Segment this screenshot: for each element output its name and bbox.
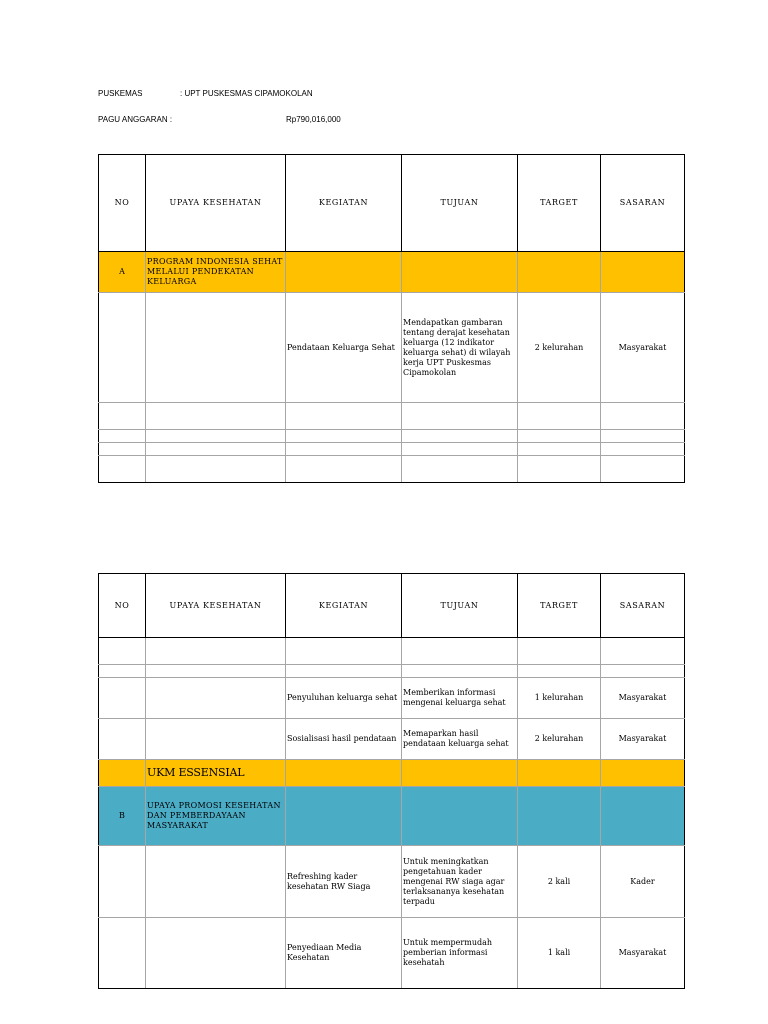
sasaran-cell: Kader <box>601 846 685 918</box>
col-header-upaya: UPAYA KESEHATAN <box>146 574 286 638</box>
target-cell: 1 kelurahan <box>518 678 601 719</box>
col-header-no: NO <box>99 574 146 638</box>
puskemas-label: PUSKEMAS <box>98 89 143 98</box>
col-header-upaya: UPAYA KESEHATAN <box>146 155 286 252</box>
col-header-tujuan: TUJUAN <box>402 574 518 638</box>
col-header-tujuan: TUJUAN <box>402 155 518 252</box>
tujuan-cell: Memberikan informasi mengenai keluarga sehat <box>402 678 518 719</box>
col-header-target: TARGET <box>518 574 601 638</box>
empty-row <box>99 638 685 665</box>
target-cell: 2 kelurahan <box>518 293 601 403</box>
table-header-row <box>99 574 685 638</box>
table-header-row <box>99 155 685 252</box>
table-row <box>99 678 685 719</box>
empty-row <box>99 403 685 430</box>
table-row <box>99 846 685 918</box>
sasaran-cell: Masyarakat <box>601 918 685 989</box>
col-header-kegiatan: KEGIATAN <box>286 155 402 252</box>
empty-row <box>99 456 685 483</box>
target-cell: 2 kali <box>518 846 601 918</box>
target-cell: 2 kelurahan <box>518 719 601 760</box>
row-no: A <box>99 252 146 293</box>
sasaran-cell: Masyarakat <box>601 719 685 760</box>
kegiatan-cell: Penyediaan Media Kesehatan <box>286 918 402 989</box>
empty-row <box>99 430 685 443</box>
col-header-kegiatan: KEGIATAN <box>286 574 402 638</box>
col-header-target: TARGET <box>518 155 601 252</box>
table-row <box>99 918 685 989</box>
sasaran-cell: Masyarakat <box>601 678 685 719</box>
program-name: UPAYA PROMOSI KESEHATAN DAN PEMBERDAYAAN MASYARAKAT <box>146 787 286 846</box>
program-row-b <box>99 787 685 846</box>
pagu-anggaran-label: PAGU ANGGARAN : <box>98 115 173 124</box>
empty-row <box>99 665 685 678</box>
puskemas-value: : UPT PUSKESMAS CIPAMOKOLAN <box>180 89 313 98</box>
col-header-sasaran: SASARAN <box>601 155 685 252</box>
ukm-essensial-label: UKM ESSENSIAL <box>146 760 286 787</box>
tujuan-cell: Untuk meningkatkan pengetahuan kader mengenai RW siaga agar terlaksananya kesehatan terpadu <box>402 846 518 918</box>
budget-table-1 <box>98 154 685 483</box>
program-row-a <box>99 252 685 293</box>
sasaran-cell: Masyarakat <box>601 293 685 403</box>
col-header-sasaran: SASARAN <box>601 574 685 638</box>
kegiatan-cell: Pendataan Keluarga Sehat <box>286 293 402 403</box>
tujuan-cell: Untuk mempermudah pemberian informasi kesehatah <box>402 918 518 989</box>
table-row <box>99 293 685 403</box>
table-row <box>99 719 685 760</box>
kegiatan-cell: Penyuluhan keluarga sehat <box>286 678 402 719</box>
row-no: B <box>99 787 146 846</box>
tujuan-cell: Memaparkan hasil pendataan keluarga sehat <box>402 719 518 760</box>
target-cell: 1 kali <box>518 918 601 989</box>
empty-row <box>99 443 685 456</box>
col-header-no: NO <box>99 155 146 252</box>
kegiatan-cell: Refreshing kader kesehatan RW Siaga <box>286 846 402 918</box>
tujuan-cell: Mendapatkan gambaran tentang derajat kesehatan keluarga (12 indikator keluarga sehat) di wilayah kerja UPT Puskesmas Cipamokolan <box>402 293 518 403</box>
budget-table-2 <box>98 573 685 989</box>
kegiatan-cell: Sosialisasi hasil pendataan <box>286 719 402 760</box>
pagu-anggaran-value: Rp790,016,000 <box>286 115 341 124</box>
ukm-essensial-row <box>99 760 685 787</box>
program-name: PROGRAM INDONESIA SEHAT MELALUI PENDEKATAN KELUARGA <box>146 252 286 293</box>
